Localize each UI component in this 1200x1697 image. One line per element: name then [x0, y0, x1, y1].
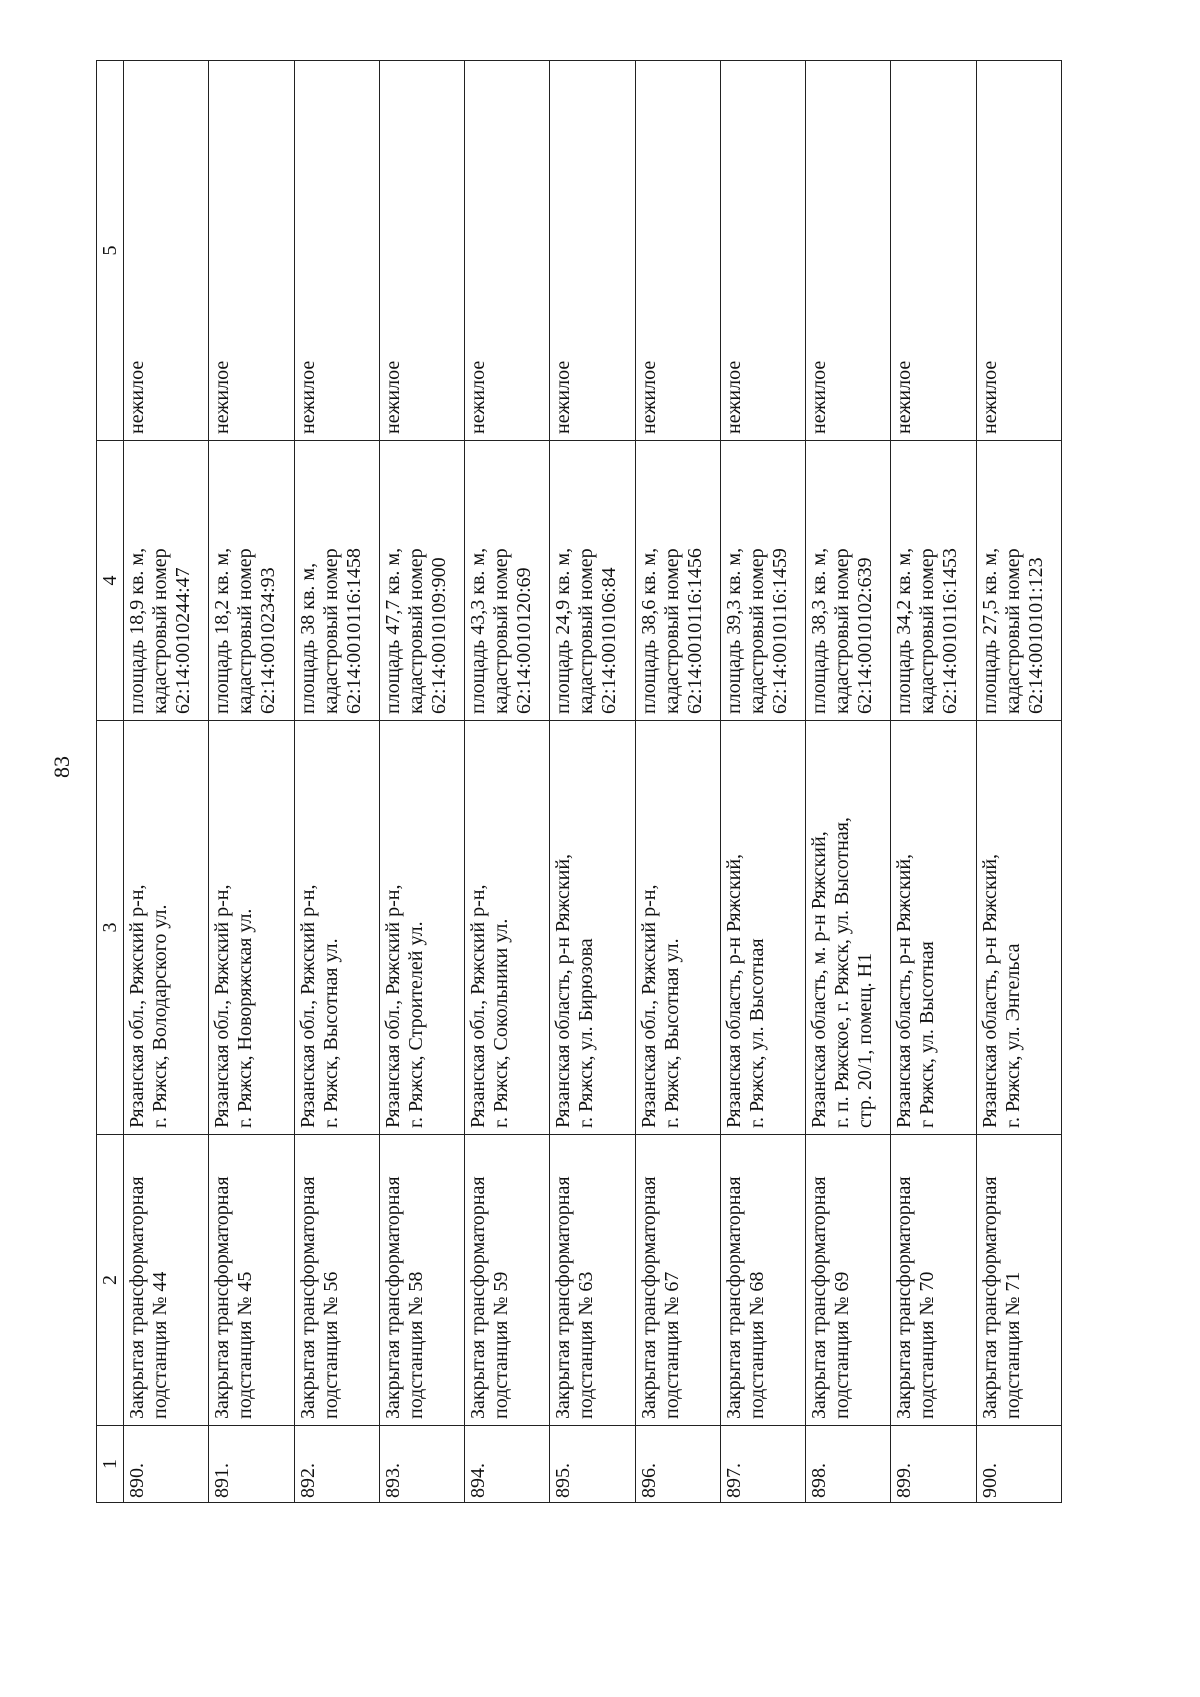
address-cell-line: Рязанская обл., Ряжский р-н, — [381, 884, 404, 1128]
table-header-row — [97, 61, 124, 1503]
characteristics-cell-line: кадастровый номер — [234, 548, 257, 714]
object-name-cell-line: Закрытая трансформаторная — [211, 1176, 234, 1419]
characteristics-cell — [209, 441, 294, 721]
purpose-cell: нежилое — [209, 61, 294, 441]
characteristics-cell — [379, 441, 464, 721]
object-name-cell-line: Закрытая трансформаторная — [552, 1176, 575, 1419]
object-name-cell-line: Закрытая трансформаторная — [637, 1176, 660, 1419]
characteristics-cell-line: 62:14:0010234:93 — [257, 567, 280, 714]
address-cell — [806, 721, 891, 1135]
characteristics-cell — [806, 441, 891, 721]
address-cell — [976, 721, 1061, 1135]
row-number-cell: 897. — [720, 1426, 805, 1503]
address-cell — [720, 721, 805, 1135]
row-number-cell: 893. — [379, 1426, 464, 1503]
address-cell-line: г. Ряжск, Строителей ул. — [404, 921, 427, 1128]
property-table — [96, 60, 1062, 1503]
address-cell — [124, 721, 209, 1135]
characteristics-cell — [891, 441, 976, 721]
characteristics-cell — [720, 441, 805, 721]
object-name-cell-line: подстанция № 71 — [1001, 1271, 1024, 1419]
object-name-cell-line: Закрытая трансформаторная — [467, 1176, 490, 1419]
page-number: 83 — [49, 756, 74, 778]
characteristics-cell-line: кадастровый номер — [319, 548, 342, 714]
characteristics-cell-line: площадь 18,2 кв. м, — [211, 547, 234, 714]
address-cell-line: г. Ряжск, Сокольники ул. — [490, 918, 513, 1128]
object-name-cell-line: Закрытая трансформаторная — [893, 1176, 916, 1419]
object-name-cell-line: подстанция № 70 — [916, 1271, 939, 1419]
table-row — [891, 61, 976, 1503]
address-cell-line: Рязанская область, р-н Ряжский, — [978, 853, 1001, 1128]
table-row — [976, 61, 1061, 1503]
column-header: 4 — [97, 441, 124, 721]
characteristics-cell-line: кадастровый номер — [575, 548, 598, 714]
characteristics-cell-line: площадь 27,5 кв. м, — [978, 547, 1001, 714]
address-cell-line: Рязанская область, м. р-н Ряжский, — [808, 831, 831, 1128]
row-number-cell: 896. — [635, 1426, 720, 1503]
characteristics-cell-line: 62:14:0010101:123 — [1024, 557, 1047, 714]
characteristics-cell — [465, 441, 550, 721]
characteristics-cell-line: площадь 38,3 кв. м, — [808, 547, 831, 714]
purpose-cell: нежилое — [379, 61, 464, 441]
characteristics-cell-line: площадь 39,3 кв. м, — [722, 547, 745, 714]
object-name-cell-line: Закрытая трансформаторная — [126, 1176, 148, 1419]
address-cell-line: стр. 20/1, помещ. Н1 — [854, 952, 877, 1128]
object-name-cell — [806, 1135, 891, 1426]
purpose-cell: нежилое — [806, 61, 891, 441]
address-cell-line: Рязанская область, р-н Ряжский, — [552, 853, 575, 1128]
table-row — [124, 61, 209, 1503]
row-number-cell: 898. — [806, 1426, 891, 1503]
characteristics-cell-line: 62:14:0010116:1459 — [768, 548, 791, 714]
address-cell — [209, 721, 294, 1135]
characteristics-cell-line: кадастровый номер — [1001, 548, 1024, 714]
address-cell-line: Рязанская обл., Ряжский р-н, — [296, 884, 319, 1128]
row-number-cell: 900. — [976, 1426, 1061, 1503]
characteristics-cell-line: кадастровый номер — [916, 548, 939, 714]
characteristics-cell-line: 62:14:0010106:84 — [598, 567, 621, 714]
rotated-page-content — [96, 61, 1062, 1503]
table-row — [209, 61, 294, 1503]
column-header: 2 — [97, 1135, 124, 1426]
object-name-cell-line: Закрытая трансформаторная — [978, 1176, 1001, 1419]
object-name-cell-line: подстанция № 59 — [490, 1271, 513, 1419]
characteristics-cell-line: площадь 38 кв. м, — [296, 562, 319, 714]
characteristics-cell-line: 62:14:0010244:47 — [172, 567, 194, 714]
address-cell — [635, 721, 720, 1135]
object-name-cell-line: подстанция № 45 — [234, 1271, 257, 1419]
object-name-cell — [465, 1135, 550, 1426]
characteristics-cell-line: 62:14:0010120:69 — [513, 567, 536, 714]
table-row — [635, 61, 720, 1503]
column-header: 5 — [97, 61, 124, 441]
address-cell-line: г. Ряжск, ул. Энгельса — [1001, 943, 1024, 1128]
purpose-cell: нежилое — [294, 61, 379, 441]
address-cell-line: Рязанская область, р-н Ряжский, — [893, 853, 916, 1128]
characteristics-cell-line: площадь 38,6 кв. м, — [637, 547, 660, 714]
characteristics-cell-line: кадастровый номер — [404, 548, 427, 714]
address-cell-line: г. Ряжск, Новоряжская ул. — [234, 908, 257, 1128]
characteristics-cell-line: площадь 18,9 кв. м, — [126, 547, 148, 714]
object-name-cell — [124, 1135, 209, 1426]
table-row — [550, 61, 635, 1503]
characteristics-cell-line: площадь 34,2 кв. м, — [893, 547, 916, 714]
address-cell — [294, 721, 379, 1135]
purpose-cell: нежилое — [465, 61, 550, 441]
property-table-wrapper — [96, 61, 1062, 1503]
address-cell-line: Рязанская обл., Ряжский р-н, — [211, 884, 234, 1128]
object-name-cell — [891, 1135, 976, 1426]
purpose-cell: нежилое — [891, 61, 976, 441]
object-name-cell — [720, 1135, 805, 1426]
object-name-cell-line: подстанция № 44 — [149, 1271, 171, 1419]
address-cell — [379, 721, 464, 1135]
characteristics-cell-line: 62:14:0010116:1456 — [683, 548, 706, 714]
object-name-cell-line: подстанция № 67 — [660, 1271, 683, 1419]
address-cell-line: г Ряжск, ул. Высотная — [916, 941, 939, 1128]
characteristics-cell — [294, 441, 379, 721]
object-name-cell-line: подстанция № 69 — [831, 1271, 854, 1419]
characteristics-cell — [124, 441, 209, 721]
object-name-cell-line: подстанция № 58 — [404, 1271, 427, 1419]
column-header: 3 — [97, 721, 124, 1135]
object-name-cell — [550, 1135, 635, 1426]
characteristics-cell — [635, 441, 720, 721]
characteristics-cell-line: кадастровый номер — [745, 548, 768, 714]
row-number-cell: 891. — [209, 1426, 294, 1503]
row-number-cell: 892. — [294, 1426, 379, 1503]
table-row — [465, 61, 550, 1503]
address-cell — [891, 721, 976, 1135]
address-cell — [465, 721, 550, 1135]
address-cell-line: г. п. Ряжское, г. Ряжск, ул. Высотная, — [831, 817, 854, 1128]
object-name-cell-line: Закрытая трансформаторная — [808, 1176, 831, 1419]
object-name-cell — [635, 1135, 720, 1426]
purpose-cell: нежилое — [124, 61, 209, 441]
purpose-cell: нежилое — [976, 61, 1061, 441]
characteristics-cell-line: 62:14:0010116:1453 — [939, 548, 962, 714]
row-number-cell: 899. — [891, 1426, 976, 1503]
characteristics-cell-line: площадь 47,7 кв. м, — [381, 547, 404, 714]
address-cell-line: Рязанская обл., Ряжский р-н, — [637, 884, 660, 1128]
address-cell-line: Рязанская обл., Ряжский р-н, — [467, 884, 490, 1128]
object-name-cell — [976, 1135, 1061, 1426]
address-cell-line: Рязанская обл., Ряжский р-н, — [126, 884, 148, 1128]
object-name-cell-line: подстанция № 63 — [575, 1271, 598, 1419]
table-row — [294, 61, 379, 1503]
characteristics-cell-line: 62:14:0010102:639 — [854, 557, 877, 714]
address-cell — [550, 721, 635, 1135]
characteristics-cell — [550, 441, 635, 721]
address-cell-line: г. Ряжск, Володарского ул. — [149, 904, 171, 1128]
table-row — [720, 61, 805, 1503]
address-cell-line: г. Ряжск, Высотная ул. — [319, 938, 342, 1128]
characteristics-cell-line: площадь 43,3 кв. м, — [467, 547, 490, 714]
characteristics-cell-line: площадь 24,9 кв. м, — [552, 547, 575, 714]
table-row — [806, 61, 891, 1503]
characteristics-cell-line: кадастровый номер — [149, 548, 171, 714]
characteristics-cell-line: 62:14:0010116:1458 — [342, 548, 365, 714]
address-cell-line: г. Ряжск, Высотная ул. — [660, 938, 683, 1128]
characteristics-cell-line: кадастровый номер — [660, 548, 683, 714]
address-cell-line: Рязанская область, р-н Ряжский, — [722, 853, 745, 1128]
column-header: 1 — [97, 1426, 124, 1503]
object-name-cell — [379, 1135, 464, 1426]
purpose-cell: нежилое — [550, 61, 635, 441]
address-cell-line: г. Ряжск, ул. Бирюзова — [575, 938, 598, 1128]
row-number-cell: 890. — [124, 1426, 209, 1503]
characteristics-cell-line: 62:14:0010109:900 — [427, 557, 450, 714]
object-name-cell-line: Закрытая трансформаторная — [296, 1176, 319, 1419]
purpose-cell: нежилое — [720, 61, 805, 441]
object-name-cell-line: подстанция № 56 — [319, 1271, 342, 1419]
address-cell-line: г. Ряжск, ул. Высотная — [745, 938, 768, 1128]
object-name-cell — [294, 1135, 379, 1426]
characteristics-cell — [976, 441, 1061, 721]
object-name-cell-line: подстанция № 68 — [745, 1271, 768, 1419]
row-number-cell: 895. — [550, 1426, 635, 1503]
object-name-cell — [209, 1135, 294, 1426]
row-number-cell: 894. — [465, 1426, 550, 1503]
object-name-cell-line: Закрытая трансформаторная — [722, 1176, 745, 1419]
purpose-cell: нежилое — [635, 61, 720, 441]
table-row — [379, 61, 464, 1503]
characteristics-cell-line: кадастровый номер — [831, 548, 854, 714]
characteristics-cell-line: кадастровый номер — [490, 548, 513, 714]
object-name-cell-line: Закрытая трансформаторная — [381, 1176, 404, 1419]
